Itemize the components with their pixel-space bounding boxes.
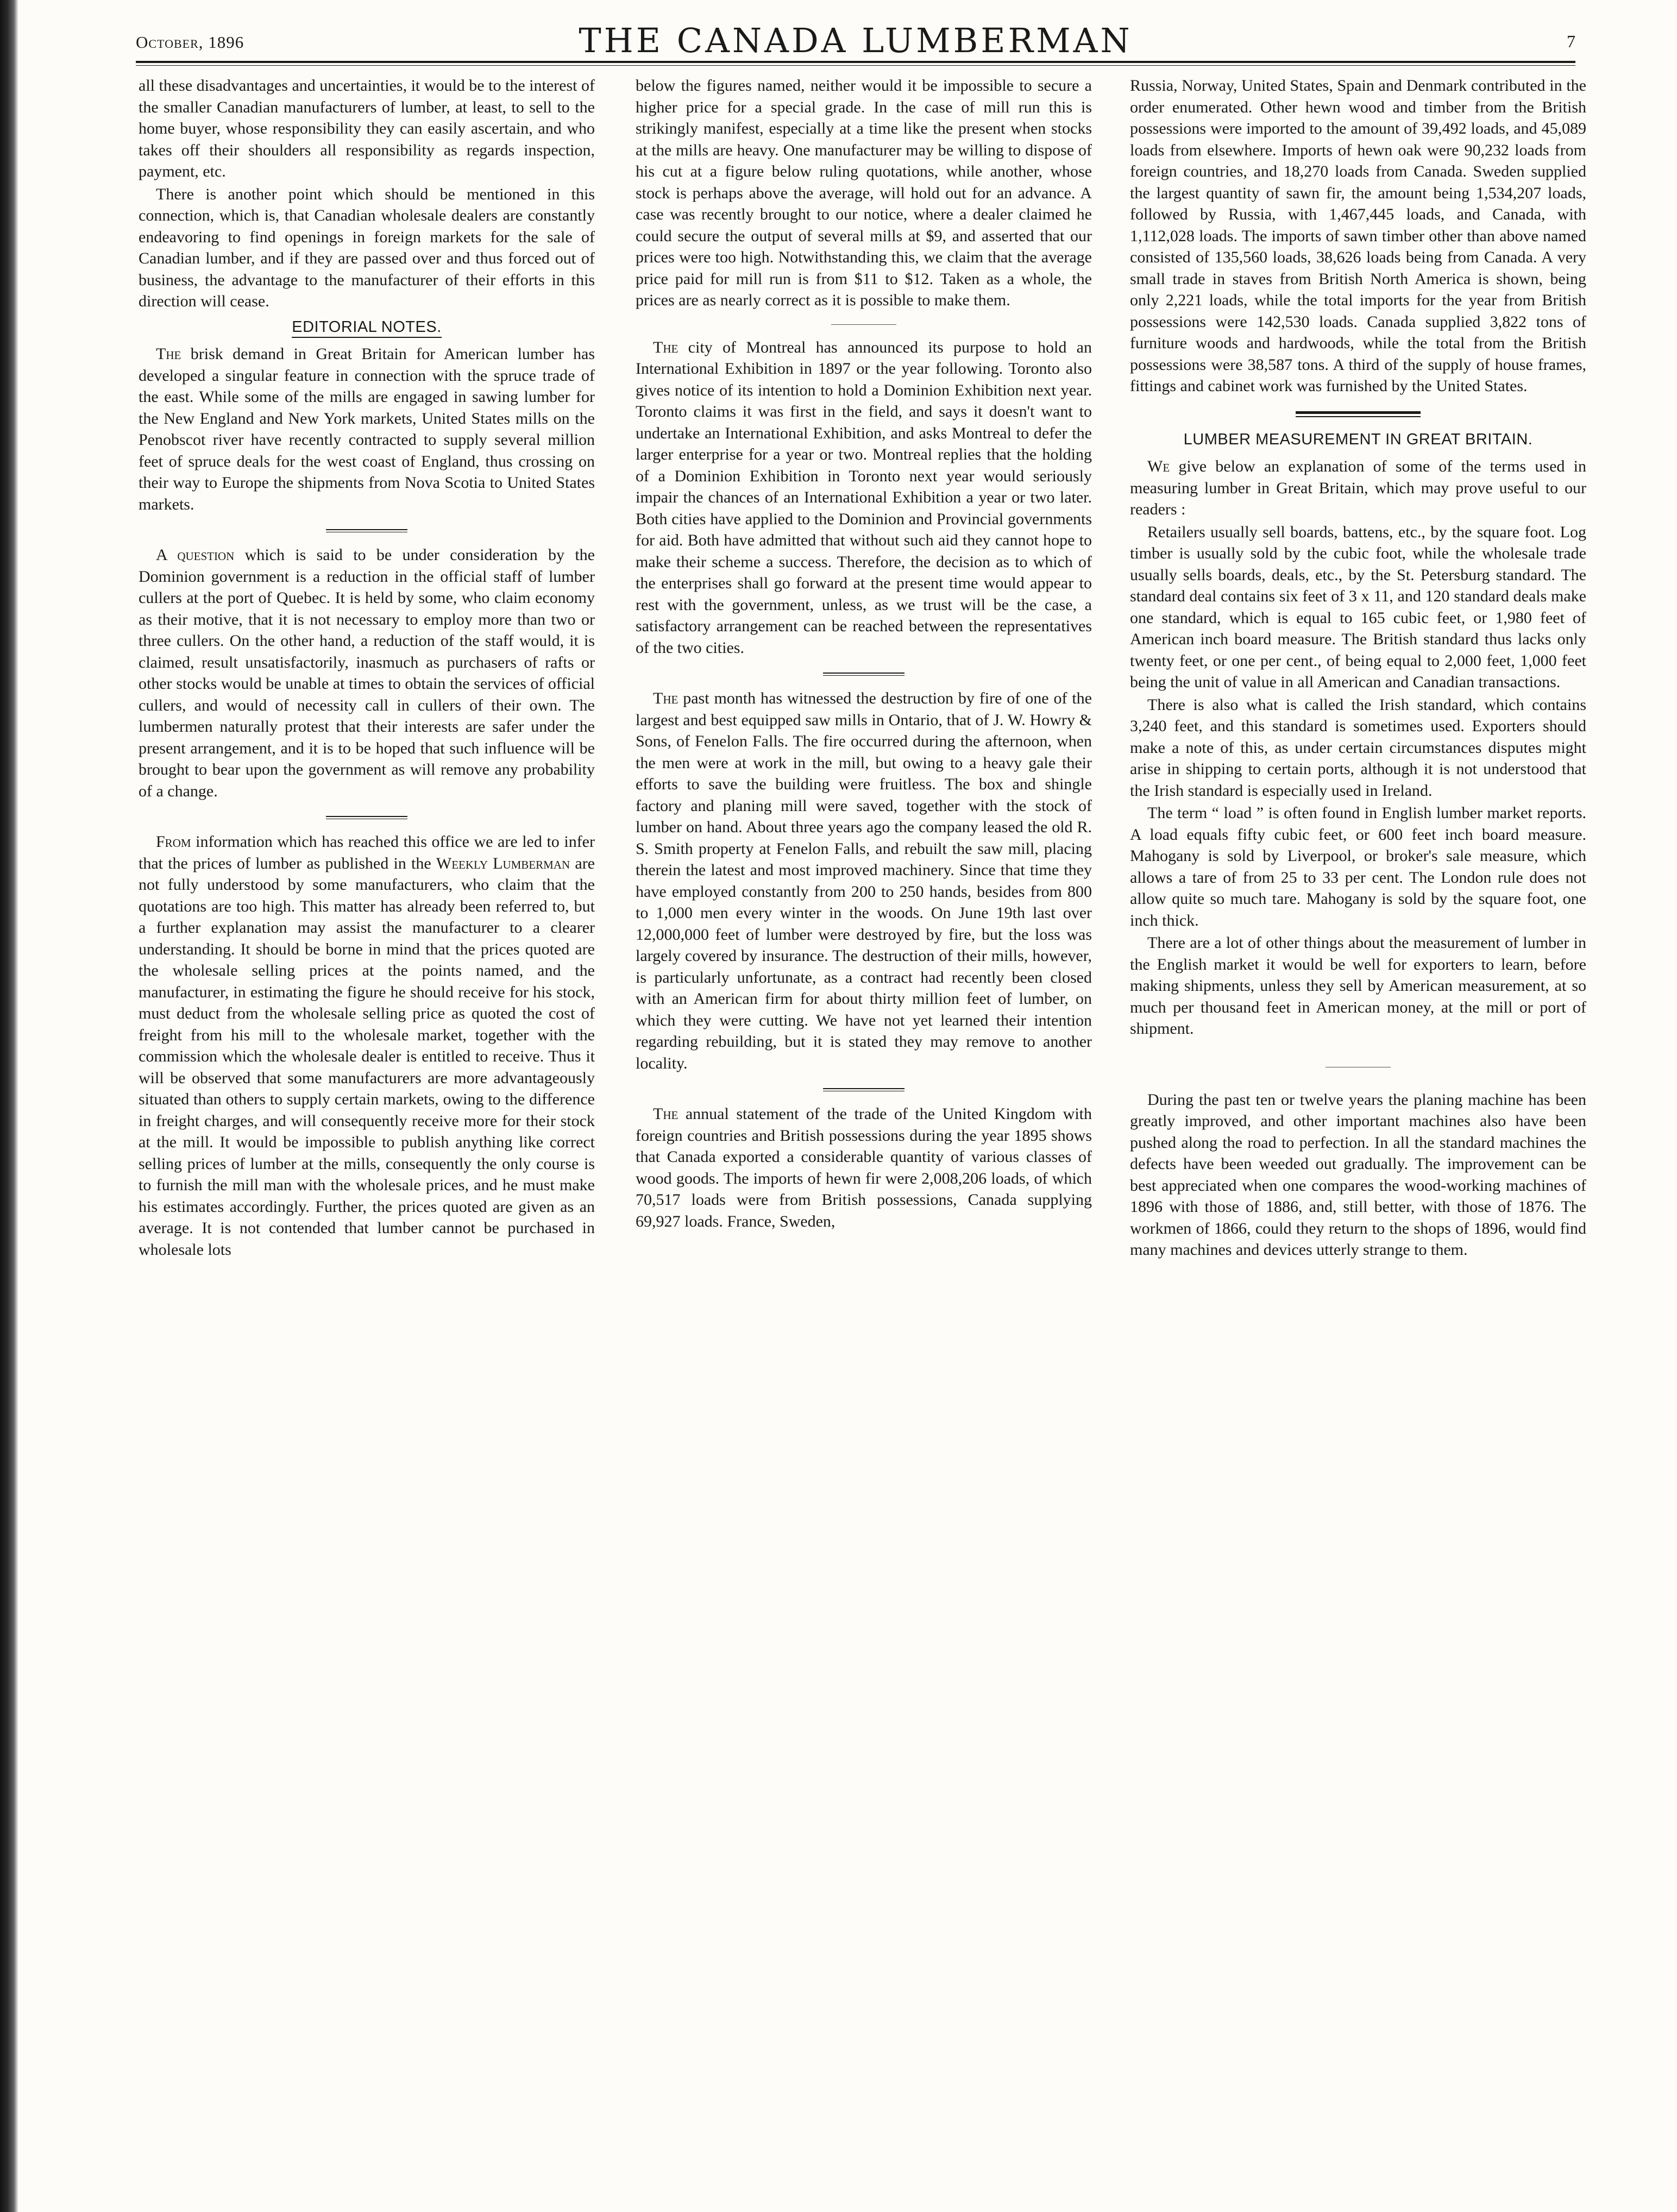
column-1 <box>139 75 595 1261</box>
paragraph: A question which is said to be under consideration by the Dominion government is a reduction in the official staff of lumber cullers at the port of Quebec. It is held by some, who claim economy as their motive, that it is not necessary to employ more than two or three cullers. On the other hand, a reduction of the staff would, it is claimed, result unsatisfactorily, inasmuch as purchasers of rafts or other stocks would be unable at times to obtain the services of official cullers, and would of necessity call in cullers of their own. The lumbermen naturally protest that their interests are safer under the present arrangement, and it is to be hoped that such influence will be brought to bear upon the government as will remove any probability of a change. <box>139 546 595 800</box>
paragraph: There is another point which should be mentioned in this connection, which is, that Canadian wholesale dealers are constantly endeavoring to find openings in foreign markets for the sale of Canadian lumber, and if they are passed over and thus forced out of business, the advantage to the manufacturer of their efforts in this direction will cease. <box>139 185 595 310</box>
paragraph: There is also what is called the Irish standard, which contains 3,240 feet, and this standard is sometimes used. Exporters should make a note of this, as under certain circumstances disputes might arise in shipping to certain ports, although it is not understood that the Irish standard is especially used in Ireland. <box>1130 695 1586 800</box>
page-number: 7 <box>1567 32 1575 51</box>
paragraph: The past month has witnessed the destruction by fire of one of the largest and best equipped saw mills in Ontario, that of J. W. Howry & Sons, of Fenelon Falls. The fire occurred during the afternoon, when the men were at work in the mill, but owing to a heavy gale their efforts to save the building were fruitless. The box and shingle factory and planing mill were saved, together with the stock of lumber on hand. About three years ago the company leased the old R. S. Smith property at Fenelon Falls, and rebuilt the saw mill, placing therein the latest and most improved machinery. Since that time they have employed constantly from 200 to 250 hands, besides from 800 to 1,000 men every winter in the woods. On June 19th last over 12,000,000 feet of lumber were destroyed by fire, but the loss was largely covered by insurance. The destruction of their mills, however, is particularly unfortunate, as a contract had recently been closed with an American firm for about thirty million feet of lumber, on which they were cutting. We have not yet learned their intention regarding rebuilding, but it is stated they may remove to another locality. <box>636 689 1092 1072</box>
paragraph: The city of Montreal has announced its purpose to hold an International Exhibition in 1897 or the year following. Toronto also gives notice of its intention to hold a Dominion Exhibition next year. Toronto claims it was first in the field, and says it doesn't want to undertake an International Exhibition, and asks Montreal to defer the larger enterprise for a year or two. Montreal replies that the holding of a Dominion Exhibition in Toronto next year would seriously impair the chances of an International Exhibition a year or two later. Both cities have applied to the Dominion and Provincial governments for aid. Both have admitted that without such aid they cannot hope to make their scheme a success. Therefore, the decision as to which of the enterprises shall go forward at the present time would appear to rest with the government, unless, as we trust will be the case, a satisfactory arrangement can be reached between the representatives of the two cities. <box>636 338 1092 657</box>
divider <box>823 673 905 676</box>
column-2 <box>636 75 1092 1233</box>
column-3 <box>1130 75 1586 1262</box>
page-binding-edge <box>0 0 18 2212</box>
paragraph: Russia, Norway, United States, Spain and Denmark contributed in the order enumerated. Other hewn wood and timber from the British possessions were imported to the amount of 39,492 loads, and 45,089 loads from elsewhere. Imports of hewn oak were 90,232 loads from foreign countries, and 18,270 loads from Canada. Sweden supplied the largest quantity of sawn fir, the amount being 1,534,207 loads, followed by Russia, with 1,467,445 loads, and Canada, with 1,112,028 loads. The imports of sawn timber other than above named consisted of 135,560 loads, 38,626 loads being from Canada. A very small trade in staves from British North America is shown, being only 2,221 loads, while the total imports for the year from British possessions were 142,530 loads. Canada supplied 3,822 tons of furniture woods and hardwoods, while the total from the British possessions were 38,587 tons. A third of the supply of house frames, fittings and cabinet work was furnished by the United States. <box>1130 77 1586 395</box>
paragraph: The term “ load ” is often found in English lumber market reports. A load equals fifty cubic feet, or 600 feet inch board measure. Mahogany is sold by Liverpool, or broker's sale measure, which allows a tare of from 25 to 33 per cent. The London rule does not allow quite so much tare. Mahogany is sold by the square foot, one inch thick. <box>1130 804 1586 929</box>
paragraph: all these disadvantages and uncertainties, it would be to the interest of the smaller Canadian manufacturers of lumber, at least, to sell to the home buyer, whose responsibility they can easily ascertain, and who takes off their shoulders all responsibility as regards inspection, payment, etc. <box>139 77 595 180</box>
paragraph: below the figures named, neither would it be impossible to secure a higher price for a special grade. In the case of mill run this is strikingly manifest, especially at a time like the present when stocks at the mills are heavy. One manufacturer may be willing to dispose of his cut at a figure below ruling quotations, while another, whose stock is perhaps above the average, will hold out for an advance. A case was recently brought to our notice, where a dealer claimed he could secure the output of several mills at $9, and asserted that our prices were too high. Notwithstanding this, we claim that the average price paid for mill run is from $11 to $12. Taken as a whole, the prices are as nearly correct as it is possible to make them. <box>636 77 1092 309</box>
paragraph: During the past ten or twelve years the planing machine has been greatly improved, and other important machines also have been pushed along the road to perfection. In all the standard machines the defects have been weeded out gradually. The improvement can be best appreciated when one compares the wood-working machines of 1896 with those of 1886, and, still better, with those of 1876. The workmen of 1866, could they return to the shops of 1896, would find many machines and devices utterly strange to them. <box>1130 1090 1586 1259</box>
section-heading: LUMBER MEASUREMENT IN GREAT BRITAIN. <box>1183 430 1533 448</box>
divider <box>831 324 896 325</box>
paragraph: The annual statement of the trade of the United Kingdom with foreign countries and British possessions during the year 1895 shows that Canada exported a considerable quantity of various classes of wood goods. The imports of hewn fir were 2,008,206 loads, of which 70,517 loads were from British possessions, Canada supplying 69,927 loads. France, Sweden, <box>636 1105 1092 1230</box>
paragraph: Retailers usually sell boards, battens, etc., by the square foot. Log timber is usually sold by the cubic foot, while the wholesale trade usually sells boards, deals, etc., by the St. Petersburg standard. The standard deal contains six feet of 3 x 11, and 120 standard deals make one standard, which is equal to 165 cubic feet, or 1,980 feet of American inch board measure. The British standard thus lacks only twenty feet, or one per cent., of being equal to 2,000 feet, 1,000 feet being the unit of value in all American and Canadian transactions. <box>1130 523 1586 691</box>
paragraph: We give below an explanation of some of the terms used in measuring lumber in Great Britain, which may prove useful to our readers : <box>1130 457 1586 518</box>
divider <box>823 1088 905 1091</box>
section-divider <box>1296 411 1421 417</box>
paragraph: There are a lot of other things about the measurement of lumber in the English market it would be well for exporters to learn, before making shipments, unless they sell by American measurement, at so much per thousand feet in American money, at the mill or port of shipment. <box>1130 934 1586 1038</box>
paragraph: From information which has reached this office we are led to infer that the prices of lumber as published in the Weekly Lumberman are not fully understood by some manufacturers, who claim that the quotations are too high. This matter has already been referred to, but a further explanation may assist the manufacturer to a clearer understanding. It should be borne in mind that the prices quoted are the wholesale selling prices at the points named, and the manufacturer, in estimating the figure he should receive for his stock, must deduct from the wholesale selling price as quoted the cost of freight from his mill to the wholesale market, together with the commission which the wholesale dealer is entitled to receive. Thus it will be observed that some manufacturers are more advantageously situated than others to supply certain markets, owing to the difference in freight charges, and will consequently receive more for their stock at the mill. It would be impossible to publish anything like correct selling prices of lumber at the mills, consequently the only course is to furnish the mill man with the wholesale prices, and he must make his estimates accordingly. Further, the prices quoted are given as an average. It is not contended that lumber cannot be purchased in wholesale lots <box>139 833 595 1259</box>
page-header <box>136 22 1575 60</box>
header-rule <box>136 61 1575 63</box>
issue-date: October, 1896 <box>136 33 244 52</box>
header-rule-thin <box>136 65 1575 66</box>
paragraph: The brisk demand in Great Britain for American lumber has developed a singular feature in connection with the spruce trade of the east. While some of the mills are engaged in sawing lumber for the New England and New York markets, United States mills on the Penobscot river have recently contracted to supply several million feet of spruce deals for the west coast of England, thus crossing on their way to Europe the shipments from Nova Scotia to United States markets. <box>139 345 595 513</box>
section-heading: EDITORIAL NOTES. <box>139 317 595 338</box>
divider <box>326 816 407 819</box>
masthead-title: THE CANADA LUMBERMAN <box>579 21 1133 60</box>
divider <box>326 529 407 532</box>
